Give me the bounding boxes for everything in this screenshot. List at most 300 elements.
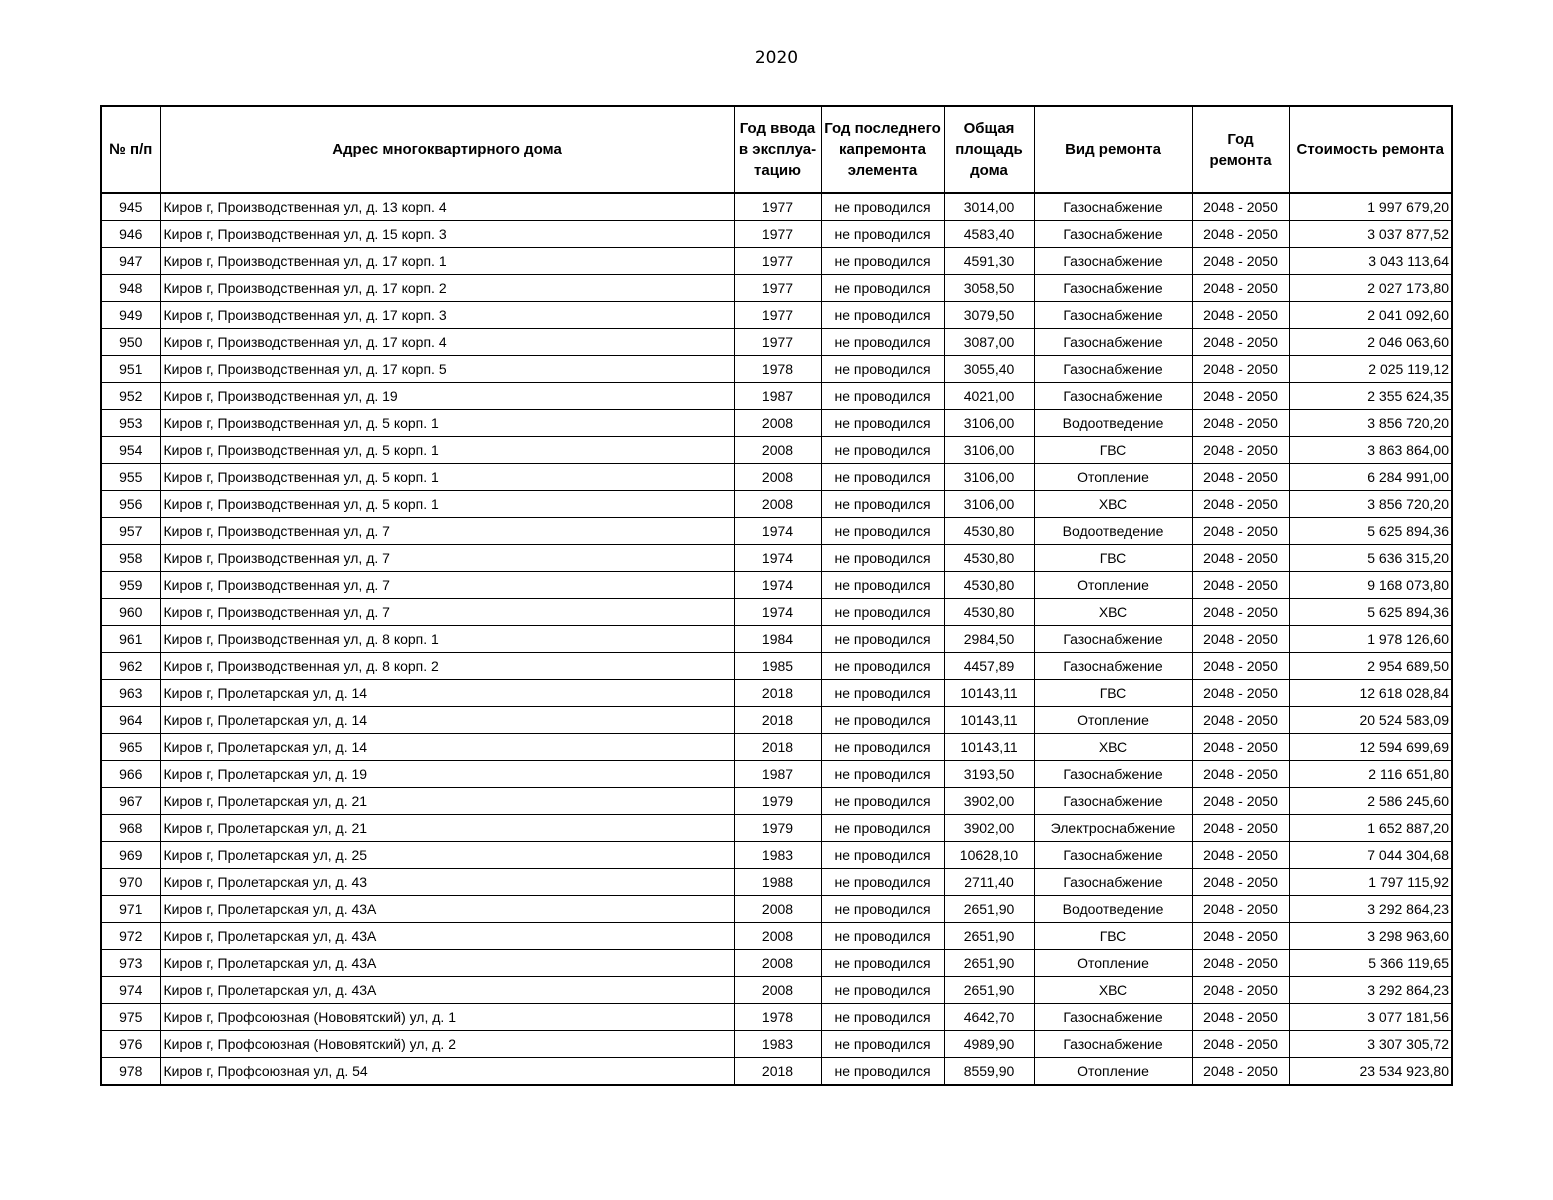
cell-repair-type: Водоотведение xyxy=(1034,518,1192,545)
cell-cost: 3 037 877,52 xyxy=(1289,221,1452,248)
table-row xyxy=(101,788,1452,815)
cell-last-repair: не проводился xyxy=(821,275,944,302)
cell-area: 4457,89 xyxy=(944,653,1034,680)
cell-repair-type: Газоснабжение xyxy=(1034,383,1192,410)
cell-last-repair: не проводился xyxy=(821,329,944,356)
cell-area: 3087,00 xyxy=(944,329,1034,356)
cell-last-repair: не проводился xyxy=(821,437,944,464)
cell-address: Киров г, Пролетарская ул, д. 43А xyxy=(160,950,734,977)
cell-repair-type: Газоснабжение xyxy=(1034,356,1192,383)
cell-cost: 2 025 119,12 xyxy=(1289,356,1452,383)
cell-cost: 9 168 073,80 xyxy=(1289,572,1452,599)
cell-repair-type: Газоснабжение xyxy=(1034,626,1192,653)
cell-repair-year: 2048 - 2050 xyxy=(1192,869,1289,896)
cell-commission-year: 1974 xyxy=(734,518,821,545)
cell-number: 974 xyxy=(101,977,160,1004)
cell-repair-year: 2048 - 2050 xyxy=(1192,491,1289,518)
cell-number: 970 xyxy=(101,869,160,896)
table-row xyxy=(101,869,1452,896)
cell-repair-year: 2048 - 2050 xyxy=(1192,193,1289,221)
cell-repair-type: Газоснабжение xyxy=(1034,842,1192,869)
cell-repair-year: 2048 - 2050 xyxy=(1192,680,1289,707)
cell-area: 3106,00 xyxy=(944,491,1034,518)
cell-number: 962 xyxy=(101,653,160,680)
table-row xyxy=(101,437,1452,464)
cell-number: 976 xyxy=(101,1031,160,1058)
cell-area: 3106,00 xyxy=(944,464,1034,491)
cell-cost: 3 307 305,72 xyxy=(1289,1031,1452,1058)
cell-commission-year: 2008 xyxy=(734,950,821,977)
cell-cost: 2 586 245,60 xyxy=(1289,788,1452,815)
cell-area: 2711,40 xyxy=(944,869,1034,896)
cell-commission-year: 1984 xyxy=(734,626,821,653)
cell-repair-year: 2048 - 2050 xyxy=(1192,761,1289,788)
cell-number: 959 xyxy=(101,572,160,599)
cell-commission-year: 2008 xyxy=(734,977,821,1004)
cell-repair-type: Электроснабжение xyxy=(1034,815,1192,842)
table-row xyxy=(101,221,1452,248)
cell-address: Киров г, Производственная ул, д. 19 xyxy=(160,383,734,410)
cell-address: Киров г, Профсоюзная ул, д. 54 xyxy=(160,1058,734,1086)
cell-area: 4583,40 xyxy=(944,221,1034,248)
cell-address: Киров г, Производственная ул, д. 5 корп. 1 xyxy=(160,464,734,491)
cell-commission-year: 1974 xyxy=(734,599,821,626)
cell-commission-year: 1985 xyxy=(734,653,821,680)
cell-last-repair: не проводился xyxy=(821,410,944,437)
header-area: Общая площадь дома xyxy=(944,106,1034,193)
cell-last-repair: не проводился xyxy=(821,356,944,383)
cell-last-repair: не проводился xyxy=(821,464,944,491)
cell-cost: 2 116 651,80 xyxy=(1289,761,1452,788)
cell-repair-type: ХВС xyxy=(1034,977,1192,1004)
cell-repair-year: 2048 - 2050 xyxy=(1192,1031,1289,1058)
cell-repair-type: Газоснабжение xyxy=(1034,761,1192,788)
cell-cost: 1 797 115,92 xyxy=(1289,869,1452,896)
cell-repair-type: Газоснабжение xyxy=(1034,788,1192,815)
cell-last-repair: не проводился xyxy=(821,572,944,599)
cell-cost: 12 618 028,84 xyxy=(1289,680,1452,707)
cell-commission-year: 1979 xyxy=(734,815,821,842)
cell-repair-type: Отопление xyxy=(1034,707,1192,734)
cell-area: 4530,80 xyxy=(944,572,1034,599)
cell-repair-type: Водоотведение xyxy=(1034,410,1192,437)
cell-repair-year: 2048 - 2050 xyxy=(1192,464,1289,491)
cell-number: 956 xyxy=(101,491,160,518)
cell-commission-year: 1974 xyxy=(734,572,821,599)
table-row xyxy=(101,518,1452,545)
cell-repair-type: ХВС xyxy=(1034,734,1192,761)
cell-repair-type: ХВС xyxy=(1034,491,1192,518)
cell-address: Киров г, Пролетарская ул, д. 43А xyxy=(160,923,734,950)
cell-number: 948 xyxy=(101,275,160,302)
table-row xyxy=(101,761,1452,788)
cell-cost: 23 534 923,80 xyxy=(1289,1058,1452,1086)
cell-repair-type: Газоснабжение xyxy=(1034,869,1192,896)
cell-cost: 3 298 963,60 xyxy=(1289,923,1452,950)
cell-address: Киров г, Производственная ул, д. 7 xyxy=(160,545,734,572)
table-row xyxy=(101,599,1452,626)
cell-repair-type: Отопление xyxy=(1034,950,1192,977)
cell-repair-year: 2048 - 2050 xyxy=(1192,356,1289,383)
cell-repair-type: Газоснабжение xyxy=(1034,329,1192,356)
cell-commission-year: 2008 xyxy=(734,464,821,491)
cell-number: 961 xyxy=(101,626,160,653)
table-row xyxy=(101,734,1452,761)
cell-repair-year: 2048 - 2050 xyxy=(1192,248,1289,275)
cell-area: 3058,50 xyxy=(944,275,1034,302)
cell-repair-year: 2048 - 2050 xyxy=(1192,734,1289,761)
table-row xyxy=(101,626,1452,653)
header-repair-year: Год ремонта xyxy=(1192,106,1289,193)
cell-cost: 2 046 063,60 xyxy=(1289,329,1452,356)
cell-address: Киров г, Производственная ул, д. 17 корп. 1 xyxy=(160,248,734,275)
cell-address: Киров г, Производственная ул, д. 7 xyxy=(160,572,734,599)
cell-repair-type: ГВС xyxy=(1034,680,1192,707)
cell-last-repair: не проводился xyxy=(821,788,944,815)
cell-repair-type: Газоснабжение xyxy=(1034,302,1192,329)
cell-commission-year: 1979 xyxy=(734,788,821,815)
cell-address: Киров г, Пролетарская ул, д. 14 xyxy=(160,707,734,734)
cell-cost: 3 863 864,00 xyxy=(1289,437,1452,464)
cell-cost: 6 284 991,00 xyxy=(1289,464,1452,491)
header-cost: Стоимость ремонта xyxy=(1289,106,1452,193)
cell-area: 10143,11 xyxy=(944,734,1034,761)
cell-repair-year: 2048 - 2050 xyxy=(1192,221,1289,248)
cell-commission-year: 1977 xyxy=(734,221,821,248)
cell-last-repair: не проводился xyxy=(821,869,944,896)
table-row xyxy=(101,1004,1452,1031)
cell-number: 971 xyxy=(101,896,160,923)
cell-repair-year: 2048 - 2050 xyxy=(1192,626,1289,653)
cell-last-repair: не проводился xyxy=(821,653,944,680)
table-row xyxy=(101,977,1452,1004)
cell-repair-type: ХВС xyxy=(1034,599,1192,626)
cell-repair-type: Водоотведение xyxy=(1034,896,1192,923)
cell-repair-year: 2048 - 2050 xyxy=(1192,599,1289,626)
cell-area: 3055,40 xyxy=(944,356,1034,383)
cell-cost: 3 856 720,20 xyxy=(1289,491,1452,518)
cell-address: Киров г, Производственная ул, д. 8 корп. 1 xyxy=(160,626,734,653)
cell-repair-year: 2048 - 2050 xyxy=(1192,275,1289,302)
cell-number: 978 xyxy=(101,1058,160,1086)
cell-address: Киров г, Пролетарская ул, д. 43А xyxy=(160,977,734,1004)
cell-repair-year: 2048 - 2050 xyxy=(1192,437,1289,464)
cell-commission-year: 1978 xyxy=(734,356,821,383)
header-commission-year: Год ввода в эксплуа-тацию xyxy=(734,106,821,193)
cell-commission-year: 2008 xyxy=(734,437,821,464)
cell-last-repair: не проводился xyxy=(821,923,944,950)
cell-repair-year: 2048 - 2050 xyxy=(1192,302,1289,329)
cell-commission-year: 1978 xyxy=(734,1004,821,1031)
table-row xyxy=(101,193,1452,221)
page-title: 2020 xyxy=(754,48,799,68)
cell-commission-year: 2018 xyxy=(734,680,821,707)
cell-commission-year: 1983 xyxy=(734,1031,821,1058)
cell-number: 975 xyxy=(101,1004,160,1031)
cell-repair-year: 2048 - 2050 xyxy=(1192,896,1289,923)
cell-address: Киров г, Профсоюзная (Нововятский) ул, д. 2 xyxy=(160,1031,734,1058)
cell-last-repair: не проводился xyxy=(821,1031,944,1058)
cell-number: 950 xyxy=(101,329,160,356)
cell-commission-year: 1977 xyxy=(734,248,821,275)
table-row xyxy=(101,329,1452,356)
cell-repair-type: Газоснабжение xyxy=(1034,248,1192,275)
cell-repair-type: Отопление xyxy=(1034,464,1192,491)
repair-table xyxy=(100,105,1453,1086)
cell-number: 963 xyxy=(101,680,160,707)
table-row xyxy=(101,950,1452,977)
cell-address: Киров г, Пролетарская ул, д. 25 xyxy=(160,842,734,869)
cell-cost: 20 524 583,09 xyxy=(1289,707,1452,734)
cell-number: 969 xyxy=(101,842,160,869)
cell-area: 4530,80 xyxy=(944,599,1034,626)
cell-commission-year: 1988 xyxy=(734,869,821,896)
cell-cost: 3 292 864,23 xyxy=(1289,977,1452,1004)
cell-cost: 5 636 315,20 xyxy=(1289,545,1452,572)
table-row xyxy=(101,383,1452,410)
cell-number: 973 xyxy=(101,950,160,977)
cell-commission-year: 2008 xyxy=(734,896,821,923)
cell-cost: 3 856 720,20 xyxy=(1289,410,1452,437)
header-row xyxy=(101,106,1452,193)
table-row xyxy=(101,464,1452,491)
cell-address: Киров г, Пролетарская ул, д. 14 xyxy=(160,734,734,761)
cell-repair-year: 2048 - 2050 xyxy=(1192,1004,1289,1031)
cell-address: Киров г, Пролетарская ул, д. 19 xyxy=(160,761,734,788)
cell-number: 955 xyxy=(101,464,160,491)
cell-number: 960 xyxy=(101,599,160,626)
cell-area: 3106,00 xyxy=(944,437,1034,464)
cell-repair-type: ГВС xyxy=(1034,923,1192,950)
cell-repair-year: 2048 - 2050 xyxy=(1192,572,1289,599)
cell-last-repair: не проводился xyxy=(821,193,944,221)
cell-commission-year: 2018 xyxy=(734,734,821,761)
table-row xyxy=(101,248,1452,275)
cell-last-repair: не проводился xyxy=(821,302,944,329)
cell-area: 4530,80 xyxy=(944,545,1034,572)
cell-cost: 1 997 679,20 xyxy=(1289,193,1452,221)
table-row xyxy=(101,707,1452,734)
cell-commission-year: 1987 xyxy=(734,761,821,788)
cell-last-repair: не проводился xyxy=(821,221,944,248)
cell-number: 966 xyxy=(101,761,160,788)
cell-area: 4021,00 xyxy=(944,383,1034,410)
cell-area: 2651,90 xyxy=(944,977,1034,1004)
table-row xyxy=(101,1031,1452,1058)
cell-area: 4591,30 xyxy=(944,248,1034,275)
cell-repair-year: 2048 - 2050 xyxy=(1192,653,1289,680)
cell-address: Киров г, Производственная ул, д. 5 корп. 1 xyxy=(160,437,734,464)
cell-address: Киров г, Пролетарская ул, д. 21 xyxy=(160,788,734,815)
cell-address: Киров г, Производственная ул, д. 5 корп. 1 xyxy=(160,410,734,437)
cell-area: 2651,90 xyxy=(944,923,1034,950)
table-row xyxy=(101,572,1452,599)
cell-commission-year: 1977 xyxy=(734,275,821,302)
cell-cost: 7 044 304,68 xyxy=(1289,842,1452,869)
cell-area: 3079,50 xyxy=(944,302,1034,329)
cell-cost: 3 292 864,23 xyxy=(1289,896,1452,923)
cell-commission-year: 1974 xyxy=(734,545,821,572)
cell-commission-year: 1987 xyxy=(734,383,821,410)
cell-last-repair: не проводился xyxy=(821,815,944,842)
table-row xyxy=(101,815,1452,842)
cell-address: Киров г, Производственная ул, д. 17 корп. 3 xyxy=(160,302,734,329)
cell-commission-year: 2008 xyxy=(734,491,821,518)
cell-number: 965 xyxy=(101,734,160,761)
header-repair-type: Вид ремонта xyxy=(1034,106,1192,193)
cell-area: 10143,11 xyxy=(944,680,1034,707)
cell-number: 947 xyxy=(101,248,160,275)
cell-cost: 1 978 126,60 xyxy=(1289,626,1452,653)
cell-last-repair: не проводился xyxy=(821,491,944,518)
header-last-repair: Год последнего капремонта элемента xyxy=(821,106,944,193)
cell-repair-type: Газоснабжение xyxy=(1034,653,1192,680)
table-row xyxy=(101,653,1452,680)
table-header xyxy=(101,106,1452,193)
cell-last-repair: не проводился xyxy=(821,734,944,761)
cell-area: 3014,00 xyxy=(944,193,1034,221)
cell-last-repair: не проводился xyxy=(821,1058,944,1086)
header-address: Адрес многоквартирного дома xyxy=(160,106,734,193)
cell-commission-year: 1977 xyxy=(734,329,821,356)
cell-area: 3902,00 xyxy=(944,788,1034,815)
cell-number: 949 xyxy=(101,302,160,329)
cell-repair-year: 2048 - 2050 xyxy=(1192,707,1289,734)
cell-last-repair: не проводился xyxy=(821,626,944,653)
table-body xyxy=(101,193,1452,1085)
cell-cost: 12 594 699,69 xyxy=(1289,734,1452,761)
cell-number: 946 xyxy=(101,221,160,248)
cell-address: Киров г, Пролетарская ул, д. 21 xyxy=(160,815,734,842)
cell-address: Киров г, Производственная ул, д. 7 xyxy=(160,599,734,626)
table-row xyxy=(101,356,1452,383)
cell-number: 951 xyxy=(101,356,160,383)
cell-repair-type: Газоснабжение xyxy=(1034,1004,1192,1031)
cell-number: 968 xyxy=(101,815,160,842)
cell-commission-year: 2018 xyxy=(734,1058,821,1086)
cell-commission-year: 2018 xyxy=(734,707,821,734)
cell-number: 972 xyxy=(101,923,160,950)
cell-cost: 3 043 113,64 xyxy=(1289,248,1452,275)
cell-area: 8559,90 xyxy=(944,1058,1034,1086)
cell-commission-year: 2008 xyxy=(734,410,821,437)
table-row xyxy=(101,545,1452,572)
cell-area: 4530,80 xyxy=(944,518,1034,545)
cell-last-repair: не проводился xyxy=(821,896,944,923)
cell-repair-type: Газоснабжение xyxy=(1034,221,1192,248)
cell-last-repair: не проводился xyxy=(821,842,944,869)
cell-repair-type: ГВС xyxy=(1034,545,1192,572)
cell-number: 954 xyxy=(101,437,160,464)
cell-repair-type: Отопление xyxy=(1034,572,1192,599)
cell-repair-year: 2048 - 2050 xyxy=(1192,1058,1289,1086)
table-row xyxy=(101,1058,1452,1086)
cell-cost: 1 652 887,20 xyxy=(1289,815,1452,842)
table-row xyxy=(101,896,1452,923)
cell-last-repair: не проводился xyxy=(821,950,944,977)
cell-address: Киров г, Производственная ул, д. 5 корп. 1 xyxy=(160,491,734,518)
cell-address: Киров г, Производственная ул, д. 8 корп. 2 xyxy=(160,653,734,680)
cell-area: 3902,00 xyxy=(944,815,1034,842)
cell-commission-year: 1983 xyxy=(734,842,821,869)
cell-last-repair: не проводился xyxy=(821,1004,944,1031)
cell-number: 958 xyxy=(101,545,160,572)
header-number: № п/п xyxy=(101,106,160,193)
table-row xyxy=(101,302,1452,329)
table-row xyxy=(101,680,1452,707)
table-row xyxy=(101,275,1452,302)
cell-repair-year: 2048 - 2050 xyxy=(1192,788,1289,815)
cell-repair-year: 2048 - 2050 xyxy=(1192,518,1289,545)
cell-address: Киров г, Пролетарская ул, д. 14 xyxy=(160,680,734,707)
cell-cost: 2 027 173,80 xyxy=(1289,275,1452,302)
cell-repair-year: 2048 - 2050 xyxy=(1192,923,1289,950)
cell-last-repair: не проводился xyxy=(821,599,944,626)
cell-last-repair: не проводился xyxy=(821,545,944,572)
cell-area: 4642,70 xyxy=(944,1004,1034,1031)
cell-address: Киров г, Профсоюзная (Нововятский) ул, д. 1 xyxy=(160,1004,734,1031)
cell-area: 3193,50 xyxy=(944,761,1034,788)
cell-address: Киров г, Производственная ул, д. 17 корп. 5 xyxy=(160,356,734,383)
cell-repair-type: Отопление xyxy=(1034,1058,1192,1086)
cell-address: Киров г, Производственная ул, д. 13 корп. 4 xyxy=(160,193,734,221)
cell-last-repair: не проводился xyxy=(821,518,944,545)
cell-area: 2651,90 xyxy=(944,950,1034,977)
cell-repair-year: 2048 - 2050 xyxy=(1192,977,1289,1004)
cell-address: Киров г, Производственная ул, д. 7 xyxy=(160,518,734,545)
cell-cost: 2 954 689,50 xyxy=(1289,653,1452,680)
cell-address: Киров г, Производственная ул, д. 15 корп. 3 xyxy=(160,221,734,248)
cell-last-repair: не проводился xyxy=(821,248,944,275)
cell-last-repair: не проводился xyxy=(821,707,944,734)
table-row xyxy=(101,923,1452,950)
cell-address: Киров г, Пролетарская ул, д. 43 xyxy=(160,869,734,896)
cell-number: 953 xyxy=(101,410,160,437)
cell-number: 957 xyxy=(101,518,160,545)
table-row xyxy=(101,842,1452,869)
cell-area: 2651,90 xyxy=(944,896,1034,923)
cell-number: 952 xyxy=(101,383,160,410)
cell-commission-year: 1977 xyxy=(734,302,821,329)
cell-area: 10628,10 xyxy=(944,842,1034,869)
cell-last-repair: не проводился xyxy=(821,383,944,410)
cell-repair-year: 2048 - 2050 xyxy=(1192,329,1289,356)
cell-repair-type: Газоснабжение xyxy=(1034,1031,1192,1058)
cell-area: 2984,50 xyxy=(944,626,1034,653)
cell-address: Киров г, Производственная ул, д. 17 корп. 4 xyxy=(160,329,734,356)
cell-cost: 5 625 894,36 xyxy=(1289,518,1452,545)
cell-cost: 2 355 624,35 xyxy=(1289,383,1452,410)
cell-repair-year: 2048 - 2050 xyxy=(1192,545,1289,572)
cell-commission-year: 2008 xyxy=(734,923,821,950)
cell-repair-year: 2048 - 2050 xyxy=(1192,815,1289,842)
cell-cost: 2 041 092,60 xyxy=(1289,302,1452,329)
cell-area: 10143,11 xyxy=(944,707,1034,734)
cell-number: 967 xyxy=(101,788,160,815)
cell-repair-year: 2048 - 2050 xyxy=(1192,842,1289,869)
cell-cost: 3 077 181,56 xyxy=(1289,1004,1452,1031)
cell-number: 964 xyxy=(101,707,160,734)
cell-repair-type: Газоснабжение xyxy=(1034,275,1192,302)
cell-number: 945 xyxy=(101,193,160,221)
cell-repair-year: 2048 - 2050 xyxy=(1192,383,1289,410)
cell-area: 4989,90 xyxy=(944,1031,1034,1058)
cell-address: Киров г, Пролетарская ул, д. 43А xyxy=(160,896,734,923)
cell-area: 3106,00 xyxy=(944,410,1034,437)
cell-repair-type: ГВС xyxy=(1034,437,1192,464)
cell-commission-year: 1977 xyxy=(734,193,821,221)
cell-repair-type: Газоснабжение xyxy=(1034,193,1192,221)
